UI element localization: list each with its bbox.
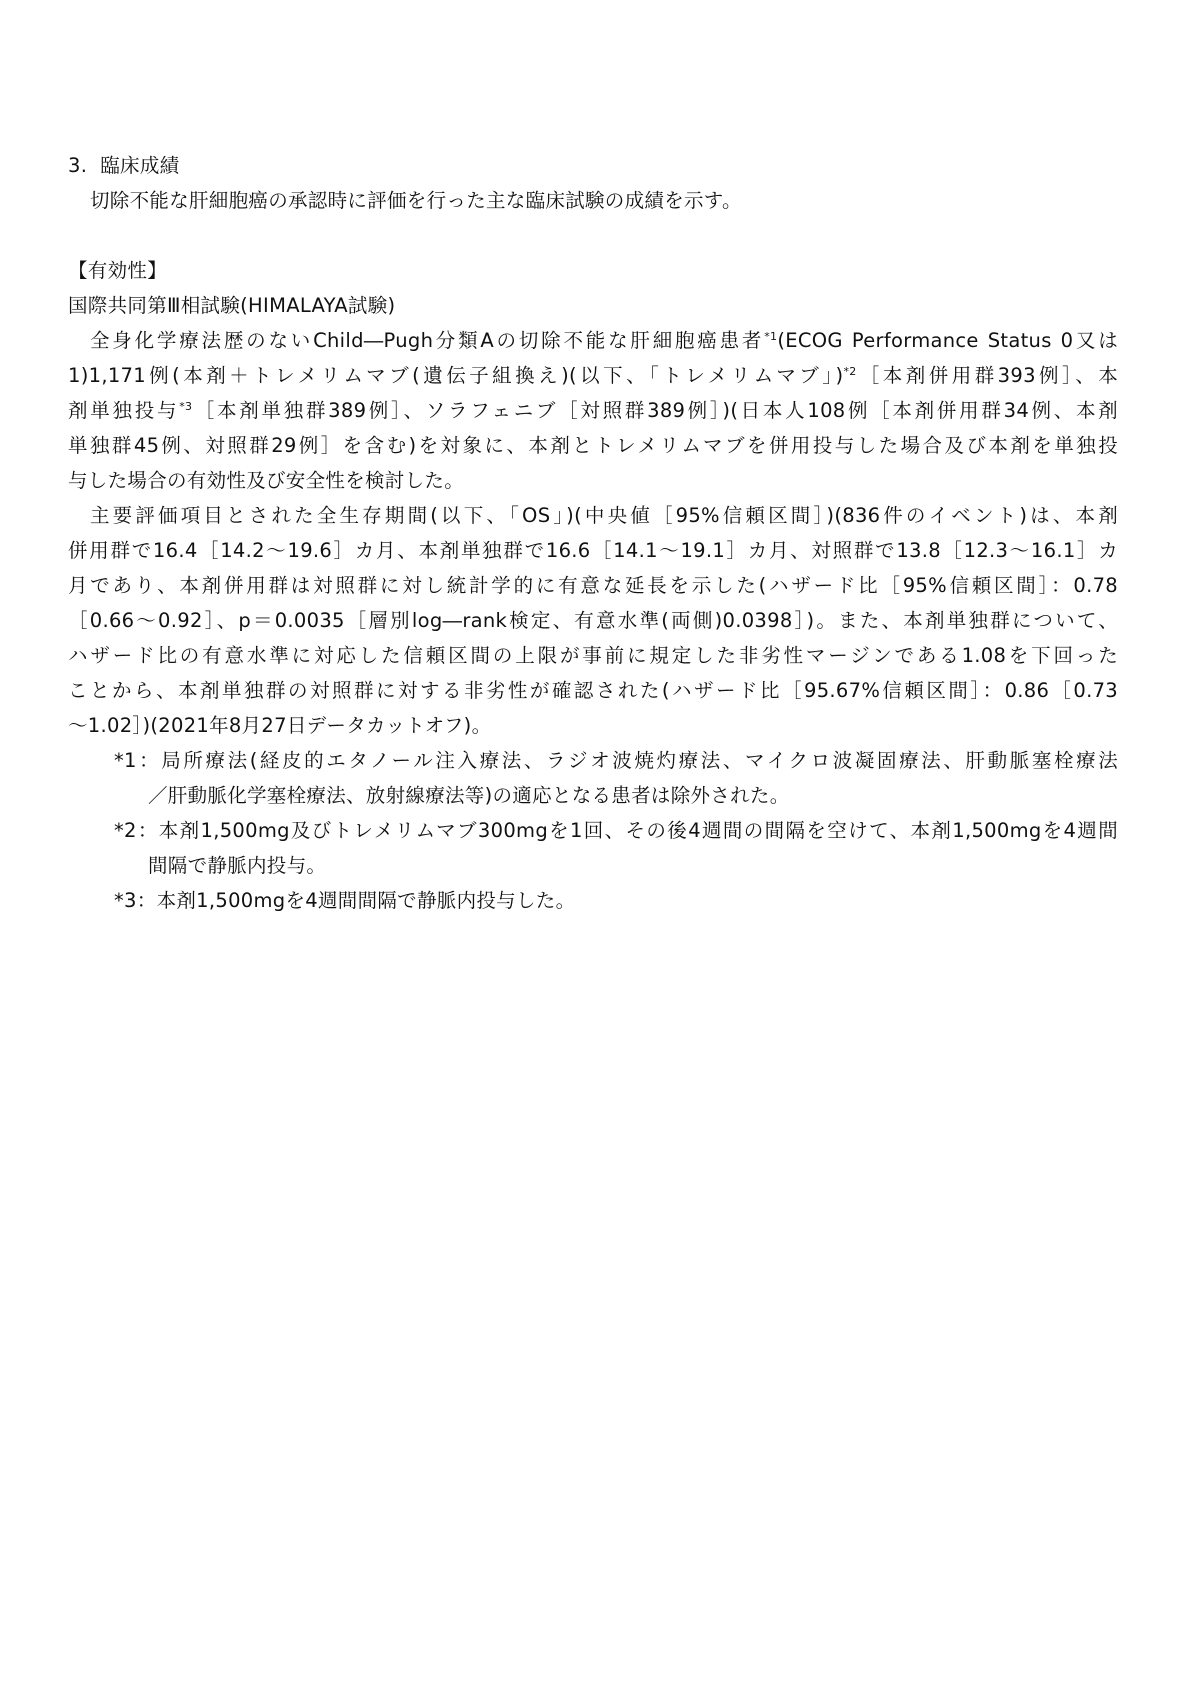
study-title: 国際共同第Ⅲ相試験(HIMALAYA試験) — [68, 294, 396, 317]
section-intro: 切除不能な肝細胞癌の承認時に評価を行った主な臨床試験の成績を示す。 — [90, 189, 742, 212]
section-heading — [68, 148, 1118, 183]
footnote-3: *3：本剤1,500mgを4週間間隔で静脈内投与した。 — [114, 889, 576, 912]
section-number: 3. — [68, 154, 88, 177]
footnote-1: *1：局所療法(経皮的エタノール注入療法、ラジオ波焼灼療法、マイクロ波凝固療法、肝動脈塞栓療法 — [114, 749, 1118, 772]
para2-line: 併用群で16.4［14.2～19.6］カ月、本剤単独群で16.6［14.1～19.1］カ月、対照群で13.8［12.3～16.1］カ — [68, 539, 1118, 562]
para2-line: 主要評価項目とされた全生存期間(以下、「OS」)(中央値［95%信頼区間］)(836件のイベント)は、本剤 — [90, 504, 1118, 527]
footnote-2: *2：本剤1,500mg及びトレメリムマブ300mgを1回、その後4週間の間隔を空けて、本剤1,500mgを4週間 — [114, 819, 1118, 842]
efficacy-heading: 【有効性】 — [68, 259, 168, 282]
para2-line: ～1.02］)(2021年8月27日データカットオフ)。 — [68, 714, 492, 737]
para1-line: 単独群45例、対照群29例］を含む)を対象に、本剤とトレメリムマブを併用投与した場合及び本剤を単独投 — [68, 434, 1118, 457]
para2-line: ハザード比の有意水準に対応した信頼区間の上限が事前に規定した非劣性マージンである1.08を下回った — [68, 644, 1118, 667]
para1-line: 剤単独投与$^{*3}$［本剤単独群389例］、ソラフェニブ［対照群389例］)(日本人108例［本剤併用群34例、本剤 — [68, 399, 1118, 422]
footnote-mark: *1： — [114, 749, 162, 772]
section-title: 臨床成績 — [100, 154, 180, 177]
document-page — [68, 148, 1118, 918]
footnotes — [68, 743, 1118, 918]
paragraph-os-results — [68, 498, 1118, 743]
para2-line: 月であり、本剤併用群は対照群に対し統計学的に有意な延長を示した(ハザード比［95%信頼区間］：0.78 — [68, 574, 1118, 597]
footnote-2-cont: 間隔で静脈内投与。 — [148, 854, 327, 877]
paragraph-study-design — [68, 323, 1118, 498]
footnote-mark: *3： — [114, 889, 157, 912]
footnote-mark: *2： — [114, 819, 159, 842]
para2-line: ことから、本剤単独群の対照群に対する非劣性が確認された(ハザード比［95.67%信頼区間］：0.86［0.73 — [68, 679, 1118, 702]
spacer — [68, 218, 1118, 253]
para1-line: 与した場合の有効性及び安全性を検討した。 — [68, 469, 465, 492]
para1-line: 1)1,171例(本剤＋トレメリムマブ(遺伝子組換え)(以下、「トレメリムマブ」)$^{*2}$［本剤併用群393例］、本 — [68, 364, 1119, 387]
para2-line: ［0.66～0.92］、p＝0.0035［層別log―rank検定、有意水準(両側)0.0398］)。また、本剤単独群について、 — [68, 609, 1118, 632]
footnote-1-cont: ／肝動脈化学塞栓療法、放射線療法等)の適応となる患者は除外された。 — [148, 784, 790, 807]
para1-line: 全身化学療法歴のないChild―Pugh分類Aの切除不能な肝細胞癌患者$^{*1}$(ECOG Performance Status 0又は — [90, 329, 1118, 352]
